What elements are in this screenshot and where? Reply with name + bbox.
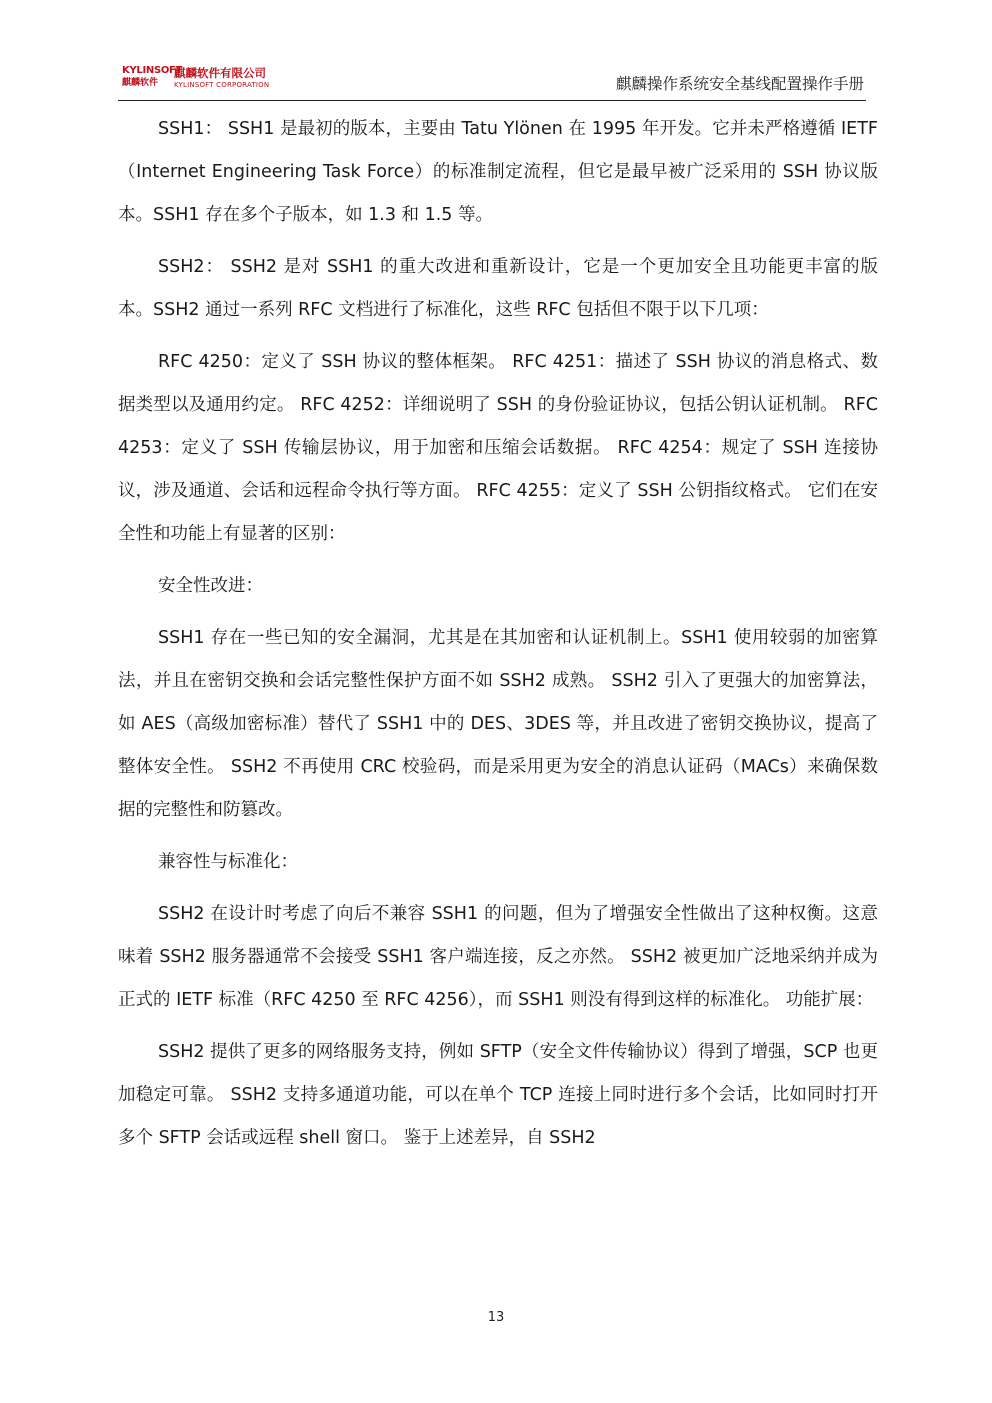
company-logo xyxy=(122,65,292,93)
document-title: 麒麟操作系统安全基线配置操作手册 xyxy=(615,75,864,93)
paragraph-security: SSH1 存在一些已知的安全漏洞，尤其是在其加密和认证机制上。SSH1 使用较弱的加密算法，并且在密钥交换和会话完整性保护方面不如 SSH2 成熟。 SSH2 引入了更强大的加密算法，如 AES（高级加密标准）替代了 SSH1 中的 DES、3DES 等，并且改进了密钥交换协议，提高了整体安全性。 SSH2 不再使用 CRC 校验码，而是采用更为安全的消息认证码（MACs）来确保数据的完整性和防篡改。 xyxy=(118,628,878,820)
paragraph-compatibility: SSH2 在设计时考虑了向后不兼容 SSH1 的问题，但为了增强安全性做出了这种权衡。这意味着 SSH2 服务器通常不会接受 SSH1 客户端连接，反之亦然。 SSH2 被更加广泛地采纳并成为正式的 IETF 标准（RFC 4250 至 RFC 4256），而 SSH1 则没有得到这样的标准化。 功能扩展： xyxy=(118,904,878,1010)
paragraph-rfc-list: RFC 4250：定义了 SSH 协议的整体框架。 RFC 4251：描述了 SSH 协议的消息格式、数据类型以及通用约定。 RFC 4252：详细说明了 SSH 的身份验证协议，包括公钥认证机制。 RFC 4253：定义了 SSH 传输层协议，用于加密和压缩会话数据。 RFC 4254：规定了 SSH 连接协议，涉及通道、会话和远程命令执行等方面。 RFC 4255：定义了 SSH 公钥指纹格式。 它们在安全性和功能上有显著的区别： xyxy=(118,352,878,544)
paragraph-ssh1: SSH1： SSH1 是最初的版本，主要由 Tatu Ylönen 在 1995 年开发。它并未严格遵循 IETF（Internet Engineering Task Force）的标准制定流程，但它是最早被广泛采用的 SSH 协议版本。SSH1 存在多个子版本，如 1.3 和 1.5 等。 xyxy=(118,119,878,225)
page-body xyxy=(118,108,878,1169)
logo-mark: KYLINSOFT xyxy=(122,65,183,76)
page-number: 13 xyxy=(487,1310,505,1325)
logo-company-en: KYLINSOFT CORPORATION xyxy=(174,81,270,89)
logo-mark-sub: 麒麟软件 xyxy=(122,78,159,88)
paragraph-ssh2: SSH2： SSH2 是对 SSH1 的重大改进和重新设计，它是一个更加安全且功能更丰富的版本。SSH2 通过一系列 RFC 文档进行了标准化，这些 RFC 包括但不限于以下几项： xyxy=(118,257,878,320)
heading-security: 安全性改进： xyxy=(158,576,263,596)
heading-compatibility: 兼容性与标准化： xyxy=(158,852,298,872)
paragraph-features: SSH2 提供了更多的网络服务支持，例如 SFTP（安全文件传输协议）得到了增强，SCP 也更加稳定可靠。 SSH2 支持多通道功能，可以在单个 TCP 连接上同时进行多个会话，比如同时打开多个 SFTP 会话或远程 shell 窗口。 鉴于上述差异，自 SSH2 xyxy=(118,1042,878,1148)
logo-company-cn: 麒麟软件有限公司 xyxy=(174,66,266,80)
page-header xyxy=(118,62,866,101)
